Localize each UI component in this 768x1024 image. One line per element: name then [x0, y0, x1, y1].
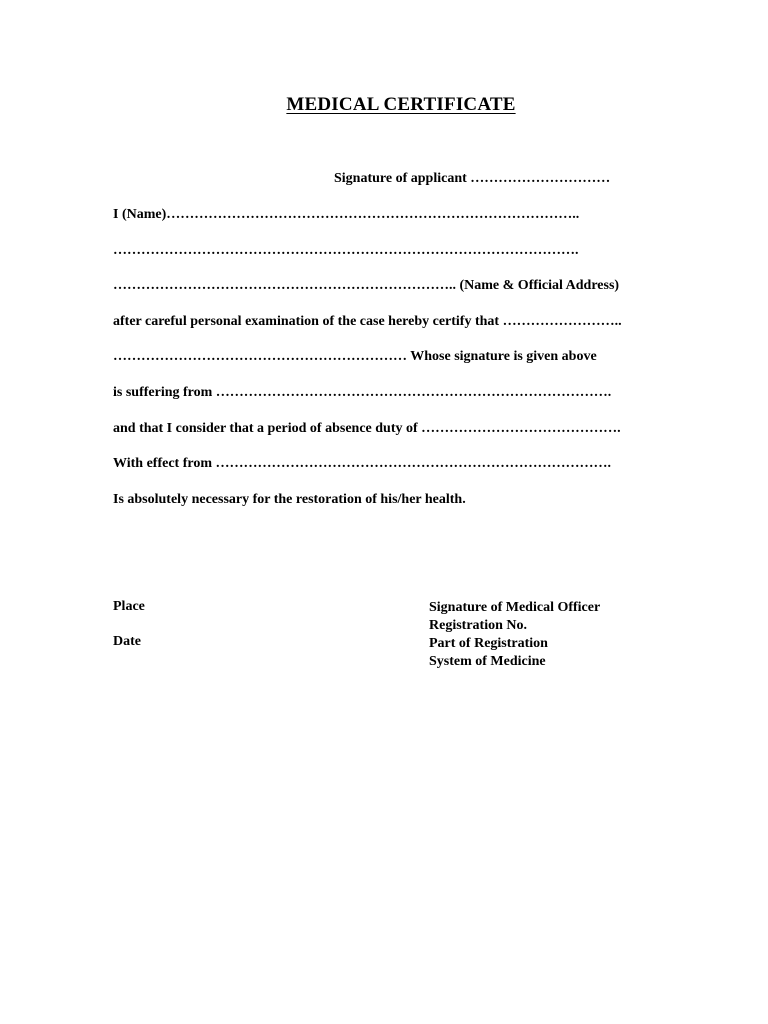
absence-period-line: and that I consider that a period of absence duty of …………………………………….: [113, 421, 621, 436]
signature-of-applicant-field: Signature of applicant …………………………: [334, 171, 611, 186]
official-address-line: ……………………………………………………………….. (Name & Official Address): [113, 278, 620, 293]
part-of-registration-label: Part of Registration: [429, 636, 548, 651]
officer-signature-label: Signature of Medical Officer: [429, 600, 601, 615]
restoration-line: Is absolutely necessary for the restoration of his/her health.: [113, 492, 466, 507]
signature-given-line: ……………………………………………………… Whose signature is given above: [113, 349, 597, 364]
medical-officer-block: [429, 599, 600, 671]
name-continuation-line: ……………………………………………………………………………………….: [113, 243, 579, 258]
system-of-medicine-label: System of Medicine: [429, 654, 546, 669]
name-line: I (Name)……………………………………………………………………………..: [113, 207, 580, 222]
certify-line: after careful personal examination of the case hereby certify that ……………………..: [113, 314, 622, 329]
date-label: Date: [113, 634, 141, 649]
document-title: MEDICAL CERTIFICATE: [286, 94, 516, 115]
effect-from-line: With effect from ………………………………………………………………………….: [113, 456, 611, 471]
registration-no-label: Registration No.: [429, 618, 527, 633]
place-label: Place: [113, 599, 145, 614]
suffering-from-line: is suffering from ………………………………………………………………………….: [113, 385, 612, 400]
